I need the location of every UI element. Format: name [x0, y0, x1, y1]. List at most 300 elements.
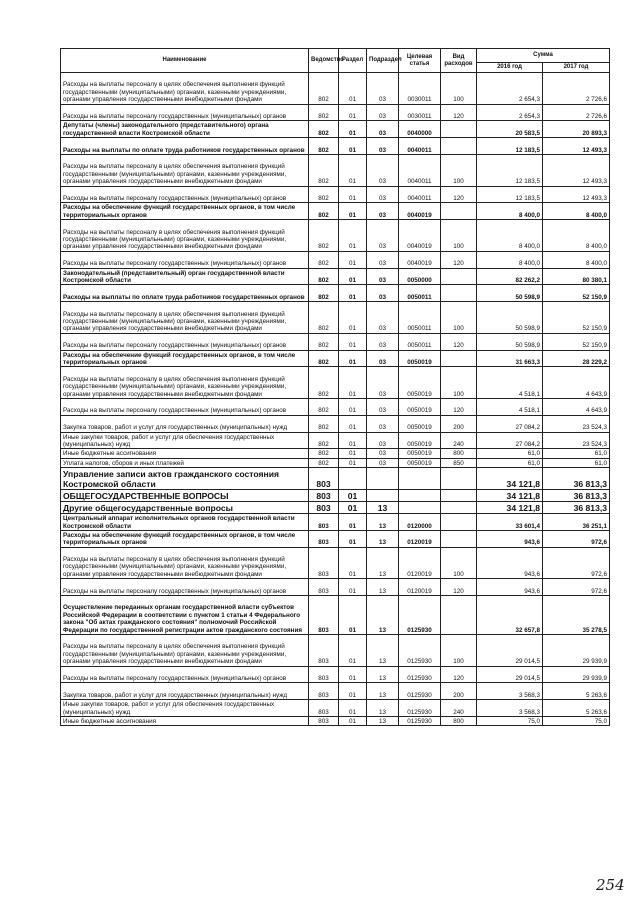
- cell-v2017: 4 643,9: [543, 367, 610, 399]
- cell-sub: 13: [367, 666, 399, 683]
- header-sum: Сумма: [477, 49, 610, 63]
- table-row: [61, 700, 610, 717]
- handwritten-page-number: 254: [596, 876, 625, 894]
- table-row: [61, 121, 610, 138]
- cell-exp: 200: [441, 683, 477, 700]
- cell-exp: 240: [441, 432, 477, 449]
- table-row: [61, 154, 610, 186]
- cell-dept: 803: [309, 547, 339, 579]
- cell-name: Расходы на выплаты персоналу государственных (муниципальных) органов: [61, 186, 309, 203]
- cell-dept: 803: [309, 579, 339, 596]
- cell-v2016: 34 121,8: [477, 468, 543, 490]
- cell-exp: 120: [441, 186, 477, 203]
- cell-v2016: 29 014,5: [477, 635, 543, 667]
- cell-sec: 01: [339, 432, 367, 449]
- table-row: [61, 717, 610, 726]
- cell-v2016: 31 663,3: [477, 350, 543, 367]
- cell-v2017: 972,6: [543, 530, 610, 547]
- cell-target: 0050019: [399, 449, 441, 458]
- cell-v2017: 29 939,9: [543, 666, 610, 683]
- cell-dept: 802: [309, 138, 339, 155]
- cell-dept: 802: [309, 268, 339, 285]
- cell-dept: 803: [309, 700, 339, 717]
- cell-name: ОБЩЕГОСУДАРСТВЕННЫЕ ВОПРОСЫ: [61, 490, 309, 502]
- cell-target: 0040000: [399, 121, 441, 138]
- cell-exp: 120: [441, 666, 477, 683]
- cell-name: Иные закупки товаров, работ и услуг для обеспечения государственных (муниципальных) нужд: [61, 432, 309, 449]
- cell-exp: [441, 138, 477, 155]
- cell-sub: 03: [367, 121, 399, 138]
- cell-exp: 120: [441, 333, 477, 350]
- table-row: [61, 398, 610, 415]
- cell-name: Иные закупки товаров, работ и услуг для обеспечения государственных (муниципальных) нужд: [61, 700, 309, 717]
- cell-exp: [441, 121, 477, 138]
- cell-v2017: 23 524,3: [543, 415, 610, 432]
- cell-sub: 03: [367, 186, 399, 203]
- cell-sec: 01: [339, 268, 367, 285]
- cell-target: 0125930: [399, 700, 441, 717]
- header-name: Наименование: [61, 49, 309, 73]
- cell-sub: 03: [367, 432, 399, 449]
- cell-sub: [367, 468, 399, 490]
- cell-dept: 802: [309, 121, 339, 138]
- cell-sec: 01: [339, 302, 367, 334]
- cell-v2017: 12 493,3: [543, 186, 610, 203]
- table-row: [61, 186, 610, 203]
- table-row: [61, 302, 610, 334]
- cell-name: Иные бюджетные ассигнования: [61, 717, 309, 726]
- cell-name: Центральный аппарат исполнительных органов государственной власти Костромской области: [61, 514, 309, 531]
- cell-target: 0050000: [399, 268, 441, 285]
- table-row: [61, 458, 610, 467]
- cell-dept: 802: [309, 104, 339, 121]
- cell-target: 0125930: [399, 635, 441, 667]
- cell-sec: 01: [339, 251, 367, 268]
- cell-target: 0050011: [399, 302, 441, 334]
- cell-name: Закупка товаров, работ и услуг для государственных (муниципальных) нужд: [61, 683, 309, 700]
- cell-dept: 802: [309, 367, 339, 399]
- cell-v2017: 52 150,9: [543, 333, 610, 350]
- cell-v2016: 3 568,3: [477, 700, 543, 717]
- cell-v2017: 23 524,3: [543, 432, 610, 449]
- cell-sub: 03: [367, 251, 399, 268]
- cell-dept: 803: [309, 666, 339, 683]
- cell-name: Расходы на обеспечение функций государственных органов, в том числе территориальных органов: [61, 350, 309, 367]
- cell-v2016: 32 657,8: [477, 596, 543, 635]
- cell-v2017: 972,6: [543, 579, 610, 596]
- cell-sec: [339, 468, 367, 490]
- cell-sec: 01: [339, 449, 367, 458]
- cell-v2017: 972,6: [543, 547, 610, 579]
- cell-sec: 01: [339, 285, 367, 302]
- table-row: [61, 268, 610, 285]
- table-row: [61, 579, 610, 596]
- cell-v2017: 52 150,9: [543, 285, 610, 302]
- cell-sec: 01: [339, 596, 367, 635]
- cell-sec: 01: [339, 700, 367, 717]
- cell-v2016: 27 084,2: [477, 432, 543, 449]
- cell-sub: 13: [367, 514, 399, 531]
- cell-dept: 803: [309, 490, 339, 502]
- cell-target: 0120019: [399, 547, 441, 579]
- cell-v2016: 943,6: [477, 579, 543, 596]
- cell-v2017: 5 263,6: [543, 683, 610, 700]
- cell-v2017: 8 400,0: [543, 220, 610, 252]
- table-row: [61, 220, 610, 252]
- table-row: [61, 285, 610, 302]
- cell-exp: 240: [441, 700, 477, 717]
- table-row: [61, 251, 610, 268]
- cell-v2016: 943,6: [477, 530, 543, 547]
- cell-exp: [441, 530, 477, 547]
- cell-sub: 03: [367, 104, 399, 121]
- cell-v2017: 8 400,0: [543, 203, 610, 220]
- cell-target: 0125930: [399, 717, 441, 726]
- cell-target: 0030011: [399, 104, 441, 121]
- cell-dept: 802: [309, 285, 339, 302]
- table-row: [61, 547, 610, 579]
- cell-v2016: 943,6: [477, 547, 543, 579]
- table-row: [61, 73, 610, 105]
- cell-v2016: 50 598,9: [477, 302, 543, 334]
- cell-target: [399, 502, 441, 514]
- cell-dept: 802: [309, 350, 339, 367]
- cell-sub: 03: [367, 415, 399, 432]
- cell-v2016: 12 183,5: [477, 138, 543, 155]
- cell-exp: 100: [441, 367, 477, 399]
- cell-sub: 03: [367, 154, 399, 186]
- cell-sec: 01: [339, 502, 367, 514]
- cell-name: Расходы на выплаты персоналу в целях обеспечения выполнения функций государственными (муниципальными) органами, казенными учреждениями, органами управления государственными внебюджетными фондами: [61, 220, 309, 252]
- cell-v2017: 36 813,3: [543, 490, 610, 502]
- cell-exp: 100: [441, 547, 477, 579]
- cell-name: Расходы на выплаты по оплате труда работников государственных органов: [61, 285, 309, 302]
- budget-sheet: [60, 48, 609, 726]
- cell-v2017: 75,0: [543, 717, 610, 726]
- cell-v2017: 36 813,3: [543, 468, 610, 490]
- cell-target: 0040019: [399, 203, 441, 220]
- cell-v2016: 50 598,9: [477, 333, 543, 350]
- table-row: [61, 468, 610, 490]
- cell-exp: 100: [441, 302, 477, 334]
- cell-target: [399, 468, 441, 490]
- cell-name: Расходы на выплаты персоналу в целях обеспечения выполнения функций государственными (муниципальными) органами, казенными учреждениями, органами управления государственными внебюджетными фондами: [61, 73, 309, 105]
- cell-exp: 200: [441, 415, 477, 432]
- cell-v2016: 8 400,0: [477, 251, 543, 268]
- table-row: [61, 683, 610, 700]
- cell-sec: 01: [339, 490, 367, 502]
- cell-dept: 802: [309, 302, 339, 334]
- cell-sub: [367, 490, 399, 502]
- cell-dept: 803: [309, 514, 339, 531]
- cell-target: 0125930: [399, 596, 441, 635]
- cell-dept: 802: [309, 203, 339, 220]
- cell-dept: 802: [309, 333, 339, 350]
- cell-exp: [441, 514, 477, 531]
- cell-sec: 01: [339, 666, 367, 683]
- cell-exp: 100: [441, 220, 477, 252]
- header-target: Целевая статья: [399, 49, 441, 73]
- table-row: [61, 104, 610, 121]
- cell-name: Расходы на выплаты персоналу в целях обеспечения выполнения функций государственными (муниципальными) органами, казенными учреждениями, органами управления государственными внебюджетными фондами: [61, 547, 309, 579]
- cell-v2016: 3 568,3: [477, 683, 543, 700]
- cell-sub: 03: [367, 449, 399, 458]
- cell-name: Осуществление переданных органам государственной власти субъектов Российской Федерации в соответствии с пунктом 1 статьи 4 Федерального закона "Об актах гражданского состояния" полномочий Российской Федерации по государственной регистрации актов гражданского состояния: [61, 596, 309, 635]
- cell-target: 0040019: [399, 251, 441, 268]
- header-expense-type: Вид расходов: [441, 49, 477, 73]
- table-row: [61, 490, 610, 502]
- cell-target: 0050011: [399, 333, 441, 350]
- table-row: [61, 530, 610, 547]
- cell-sec: 01: [339, 458, 367, 467]
- cell-v2017: 8 400,0: [543, 251, 610, 268]
- cell-name: Законодательный (представительный) орган государственной власти Костромской области: [61, 268, 309, 285]
- cell-v2016: 61,0: [477, 458, 543, 467]
- cell-v2016: 34 121,8: [477, 490, 543, 502]
- cell-sec: 01: [339, 717, 367, 726]
- budget-table: [60, 48, 610, 726]
- cell-sec: 01: [339, 203, 367, 220]
- cell-name: Расходы на выплаты персоналу в целях обеспечения выполнения функций государственными (муниципальными) органами, казенными учреждениями, органами управления государственными внебюджетными фондами: [61, 367, 309, 399]
- cell-v2016: 12 183,5: [477, 154, 543, 186]
- cell-target: 0040011: [399, 186, 441, 203]
- cell-dept: 802: [309, 449, 339, 458]
- cell-v2017: 52 150,9: [543, 302, 610, 334]
- cell-v2017: 61,0: [543, 449, 610, 458]
- cell-target: 0050019: [399, 432, 441, 449]
- cell-v2016: 8 400,0: [477, 220, 543, 252]
- cell-exp: 120: [441, 104, 477, 121]
- table-row: [61, 415, 610, 432]
- cell-v2016: 4 518,1: [477, 398, 543, 415]
- table-row: [61, 350, 610, 367]
- table-row: [61, 432, 610, 449]
- cell-v2017: 2 726,6: [543, 104, 610, 121]
- cell-exp: [441, 596, 477, 635]
- cell-sub: 03: [367, 398, 399, 415]
- header-section: Раздел: [339, 49, 367, 73]
- cell-sub: 03: [367, 458, 399, 467]
- cell-name: Расходы на выплаты персоналу в целях обеспечения выполнения функций государственными (муниципальными) органами, казенными учреждениями, органами управления государственными внебюджетными фондами: [61, 635, 309, 667]
- cell-sec: 01: [339, 220, 367, 252]
- cell-v2016: 20 583,5: [477, 121, 543, 138]
- cell-sub: 03: [367, 220, 399, 252]
- cell-v2016: 50 598,9: [477, 285, 543, 302]
- cell-target: 0040011: [399, 138, 441, 155]
- cell-dept: 803: [309, 683, 339, 700]
- cell-sec: 01: [339, 350, 367, 367]
- cell-target: 0050019: [399, 415, 441, 432]
- cell-v2016: 34 121,8: [477, 502, 543, 514]
- table-row: [61, 203, 610, 220]
- cell-target: 0120019: [399, 530, 441, 547]
- cell-target: 0050011: [399, 285, 441, 302]
- table-row: [61, 449, 610, 458]
- header-dept: Ведомство: [309, 49, 339, 73]
- cell-v2017: 29 939,9: [543, 635, 610, 667]
- cell-sub: 13: [367, 530, 399, 547]
- cell-target: 0125930: [399, 666, 441, 683]
- cell-exp: [441, 268, 477, 285]
- cell-exp: 100: [441, 154, 477, 186]
- header-subsection: Подраздел: [367, 49, 399, 73]
- cell-dept: 802: [309, 398, 339, 415]
- cell-name: Расходы на выплаты персоналу в целях обеспечения выполнения функций государственными (муниципальными) органами, казенными учреждениями, органами управления государственными внебюджетными фондами: [61, 154, 309, 186]
- cell-target: 0040019: [399, 220, 441, 252]
- cell-dept: 803: [309, 530, 339, 547]
- cell-exp: 120: [441, 579, 477, 596]
- cell-v2016: 12 183,5: [477, 186, 543, 203]
- cell-sec: 01: [339, 154, 367, 186]
- cell-name: Расходы на выплаты персоналу государственных (муниципальных) органов: [61, 579, 309, 596]
- table-row: [61, 666, 610, 683]
- cell-name: Расходы на обеспечение функций государственных органов, в том числе территориальных органов: [61, 203, 309, 220]
- cell-sub: 03: [367, 285, 399, 302]
- cell-sec: 01: [339, 530, 367, 547]
- cell-name: Расходы на выплаты персоналу государственных (муниципальных) органов: [61, 104, 309, 121]
- cell-target: 0030011: [399, 73, 441, 105]
- cell-sub: 13: [367, 502, 399, 514]
- cell-dept: 802: [309, 154, 339, 186]
- cell-name: Закупка товаров, работ и услуг для государственных (муниципальных) нужд: [61, 415, 309, 432]
- cell-exp: [441, 350, 477, 367]
- cell-dept: 803: [309, 502, 339, 514]
- cell-exp: 800: [441, 717, 477, 726]
- cell-sub: 13: [367, 717, 399, 726]
- cell-exp: [441, 490, 477, 502]
- cell-sub: 03: [367, 73, 399, 105]
- cell-name: Другие общегосударственные вопросы: [61, 502, 309, 514]
- cell-sec: 01: [339, 547, 367, 579]
- cell-v2016: 29 014,5: [477, 666, 543, 683]
- cell-exp: [441, 468, 477, 490]
- cell-name: Расходы на выплаты по оплате труда работников государственных органов: [61, 138, 309, 155]
- cell-exp: [441, 285, 477, 302]
- cell-sub: 13: [367, 700, 399, 717]
- cell-exp: 800: [441, 449, 477, 458]
- cell-v2017: 61,0: [543, 458, 610, 467]
- cell-sec: 01: [339, 635, 367, 667]
- cell-dept: 803: [309, 635, 339, 667]
- cell-sec: 01: [339, 73, 367, 105]
- cell-target: 0050019: [399, 458, 441, 467]
- cell-v2017: 5 263,6: [543, 700, 610, 717]
- cell-name: Расходы на выплаты персоналу государственных (муниципальных) органов: [61, 333, 309, 350]
- cell-sub: 03: [367, 138, 399, 155]
- cell-sub: 13: [367, 579, 399, 596]
- cell-name: Расходы на выплаты персоналу государственных (муниципальных) органов: [61, 251, 309, 268]
- cell-v2016: 8 400,0: [477, 203, 543, 220]
- cell-v2016: 2 654,3: [477, 73, 543, 105]
- cell-v2016: 61,0: [477, 449, 543, 458]
- cell-v2017: 12 493,3: [543, 154, 610, 186]
- table-row: [61, 333, 610, 350]
- cell-exp: 120: [441, 398, 477, 415]
- cell-sub: 13: [367, 547, 399, 579]
- cell-target: 0050019: [399, 398, 441, 415]
- cell-name: Депутаты (члены) законодательного (представительного) органа государственной власти Костромской области: [61, 121, 309, 138]
- table-row: [61, 138, 610, 155]
- table-row: [61, 635, 610, 667]
- cell-dept: 802: [309, 458, 339, 467]
- cell-exp: 850: [441, 458, 477, 467]
- cell-v2017: 36 813,3: [543, 502, 610, 514]
- cell-dept: 802: [309, 220, 339, 252]
- cell-target: 0050019: [399, 350, 441, 367]
- cell-sub: 03: [367, 203, 399, 220]
- cell-exp: 100: [441, 73, 477, 105]
- cell-name: Расходы на выплаты персоналу государственных (муниципальных) органов: [61, 666, 309, 683]
- cell-sec: 01: [339, 415, 367, 432]
- table-row: [61, 596, 610, 635]
- cell-v2016: 33 601,4: [477, 514, 543, 531]
- header-2017: 2017 год: [543, 63, 610, 73]
- cell-name: Иные бюджетные ассигнования: [61, 449, 309, 458]
- cell-name: Расходы на обеспечение функций государственных органов, в том числе территориальных органов: [61, 530, 309, 547]
- cell-target: 0120019: [399, 579, 441, 596]
- cell-dept: 803: [309, 596, 339, 635]
- cell-sec: 01: [339, 333, 367, 350]
- cell-sub: 13: [367, 596, 399, 635]
- table-row: [61, 502, 610, 514]
- cell-sub: 03: [367, 333, 399, 350]
- cell-sec: 01: [339, 138, 367, 155]
- cell-sub: 13: [367, 635, 399, 667]
- cell-v2017: 36 251,1: [543, 514, 610, 531]
- table-row: [61, 514, 610, 531]
- cell-v2016: 82 262,2: [477, 268, 543, 285]
- cell-dept: 802: [309, 415, 339, 432]
- cell-target: 0050019: [399, 367, 441, 399]
- cell-v2016: 75,0: [477, 717, 543, 726]
- cell-target: 0120000: [399, 514, 441, 531]
- cell-v2017: 28 229,2: [543, 350, 610, 367]
- cell-v2017: 35 278,5: [543, 596, 610, 635]
- cell-sub: 03: [367, 268, 399, 285]
- cell-v2016: 4 518,1: [477, 367, 543, 399]
- cell-v2016: 27 084,2: [477, 415, 543, 432]
- header-2016: 2016 год: [477, 63, 543, 73]
- cell-v2017: 80 380,1: [543, 268, 610, 285]
- cell-v2017: 4 643,9: [543, 398, 610, 415]
- cell-exp: [441, 502, 477, 514]
- cell-sec: 01: [339, 104, 367, 121]
- cell-exp: [441, 203, 477, 220]
- cell-v2016: 2 654,3: [477, 104, 543, 121]
- cell-dept: 803: [309, 717, 339, 726]
- cell-name: Расходы на выплаты персоналу государственных (муниципальных) органов: [61, 398, 309, 415]
- cell-sub: 03: [367, 302, 399, 334]
- cell-sec: 01: [339, 579, 367, 596]
- cell-dept: 802: [309, 432, 339, 449]
- cell-dept: 802: [309, 186, 339, 203]
- cell-dept: 802: [309, 73, 339, 105]
- cell-sub: 03: [367, 367, 399, 399]
- cell-sec: 01: [339, 367, 367, 399]
- table-body: [61, 73, 610, 726]
- cell-dept: 802: [309, 251, 339, 268]
- cell-dept: 803: [309, 468, 339, 490]
- cell-sub: 13: [367, 683, 399, 700]
- cell-name: Расходы на выплаты персоналу в целях обеспечения выполнения функций государственными (муниципальными) органами, казенными учреждениями, органами управления государственными внебюджетными фондами: [61, 302, 309, 334]
- cell-name: Уплата налогов, сборов и иных платежей: [61, 458, 309, 467]
- cell-target: 0040011: [399, 154, 441, 186]
- table-row: [61, 367, 610, 399]
- cell-exp: 120: [441, 251, 477, 268]
- cell-v2017: 2 726,6: [543, 73, 610, 105]
- cell-sec: 01: [339, 514, 367, 531]
- cell-sub: 03: [367, 350, 399, 367]
